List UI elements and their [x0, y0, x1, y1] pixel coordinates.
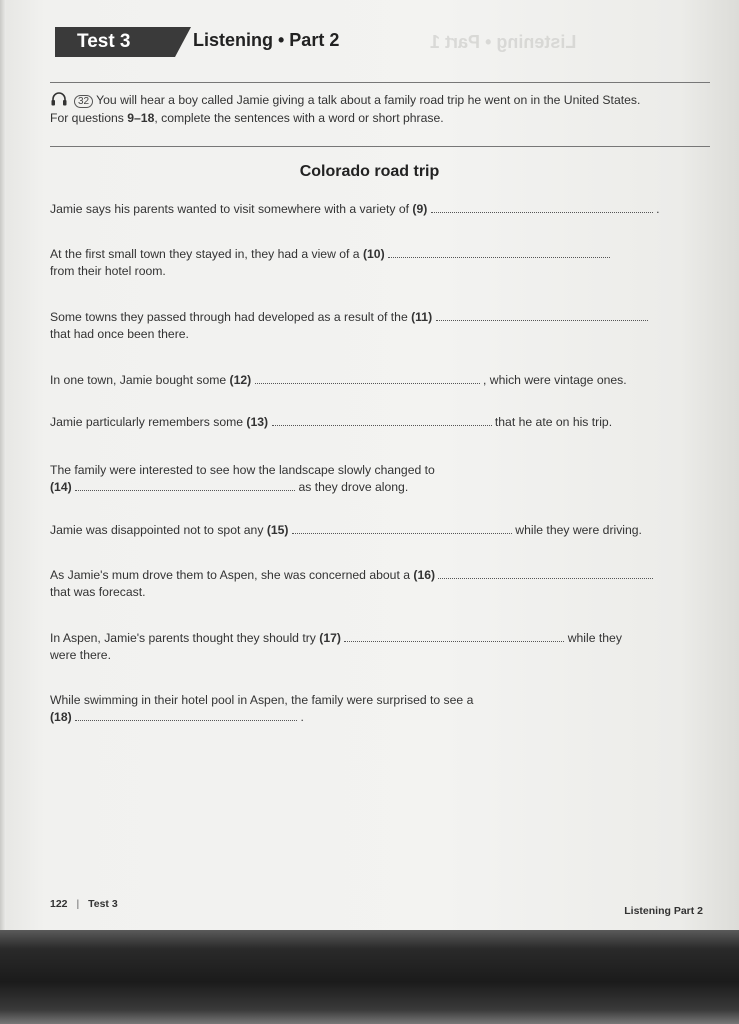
question-number: (12) — [229, 373, 252, 387]
answer-blank[interactable] — [272, 414, 492, 426]
instructions-line-2-pre: For questions — [50, 111, 128, 125]
page-title: Listening • Part 2 — [193, 30, 340, 50]
question-number: (10) — [362, 247, 385, 261]
instructions-divider — [50, 146, 710, 147]
answer-blank[interactable] — [431, 201, 653, 213]
question-number: (17) — [319, 631, 341, 645]
instructions — [50, 92, 715, 127]
question-11 — [50, 309, 710, 343]
question-number: (15) — [266, 523, 289, 537]
test-label-banner — [55, 27, 175, 57]
question-text: Jamie was disappointed not to spot any — [50, 523, 267, 537]
question-text-after: while they were driving. — [511, 523, 642, 537]
question-14 — [50, 462, 710, 496]
test-label: Test 3 — [77, 31, 131, 52]
question-12 — [50, 372, 710, 389]
question-text-line-2: that was forecast. — [50, 585, 146, 599]
question-number: (18) — [50, 710, 72, 724]
question-text: Jamie particularly remembers some — [50, 415, 247, 429]
question-text: While swimming in their hotel pool in Aspen, the family were surprised to see a — [50, 693, 474, 707]
answer-blank[interactable] — [292, 522, 512, 534]
top-divider — [50, 82, 710, 83]
question-range: 9–18 — [127, 111, 155, 125]
question-text-after: as they drove along. — [295, 480, 409, 494]
answer-blank[interactable] — [255, 372, 480, 384]
question-text: Some towns they passed through had developed as a result of the — [50, 310, 412, 324]
page-number: 122 — [50, 898, 68, 910]
answer-blank[interactable] — [438, 567, 653, 579]
question-number: (14) — [50, 480, 72, 494]
instructions-line-2-post: , complete the sentences with a word or short phrase. — [154, 111, 444, 125]
answer-blank[interactable] — [344, 630, 564, 642]
footer-page-info — [50, 898, 118, 910]
answer-blank[interactable] — [75, 709, 297, 721]
headphones-icon — [50, 92, 74, 106]
question-text: At the first small town they stayed in, they had a view of a — [50, 247, 363, 261]
question-text-after: while they — [564, 631, 622, 645]
question-text-after: . — [652, 202, 660, 216]
page-edge-shadow — [0, 0, 6, 930]
question-text: The family were interested to see how the landscape slowly changed to — [50, 463, 435, 477]
question-text: In Aspen, Jamie's parents thought they should try — [50, 631, 320, 645]
answer-blank[interactable] — [436, 309, 648, 321]
question-15 — [50, 522, 710, 539]
footer-separator: | — [76, 898, 80, 910]
question-text-after: , which were vintage ones. — [479, 373, 627, 387]
question-text: As Jamie's mum drove them to Aspen, she was concerned about a — [50, 568, 414, 582]
question-text: In one town, Jamie bought some — [50, 373, 230, 387]
section-title: Colorado road trip — [299, 163, 440, 180]
question-text-line-2: that had once been there. — [50, 327, 189, 341]
answer-blank[interactable] — [75, 479, 295, 491]
question-text-after: that he ate on his trip. — [491, 415, 613, 429]
bleed-through-title: Listening • Part 1 — [430, 32, 577, 52]
question-16 — [50, 567, 710, 601]
question-number: (13) — [246, 415, 269, 429]
question-17 — [50, 630, 710, 664]
question-number: (11) — [411, 310, 433, 324]
track-number: 32 — [74, 95, 93, 108]
question-text-after: . — [297, 710, 304, 724]
footer-section-label: Listening Part 2 — [624, 905, 703, 917]
question-number: (16) — [413, 568, 436, 582]
question-number: (9) — [412, 202, 428, 216]
scanner-edge-shadow — [0, 930, 739, 1024]
footer-test-label: Test 3 — [88, 898, 118, 910]
question-10 — [50, 246, 710, 280]
question-13 — [50, 414, 710, 431]
instructions-line-1: You will hear a boy called Jamie giving a talk about a family road trip he went on in the United States. — [96, 93, 641, 107]
question-text: Jamie says his parents wanted to visit somewhere with a variety of — [50, 202, 413, 216]
question-9 — [50, 201, 710, 218]
question-text-line-2: from their hotel room. — [50, 264, 166, 278]
answer-blank[interactable] — [388, 246, 610, 258]
question-text-line-2: were there. — [50, 648, 111, 662]
question-18 — [50, 692, 710, 726]
